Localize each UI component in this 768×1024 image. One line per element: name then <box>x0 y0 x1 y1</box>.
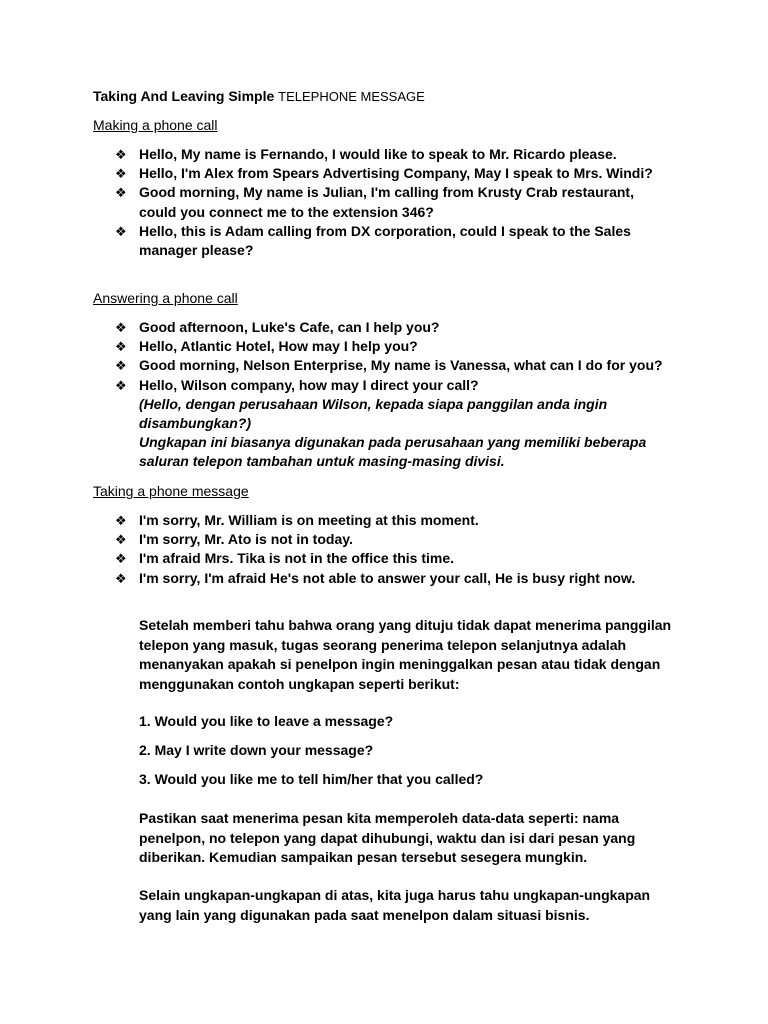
list-item: ❖ I'm sorry, I'm afraid He's not able to answer your call, He is busy right now. <box>115 569 675 588</box>
intro-paragraph: Setelah memberi tahu bahwa orang yang dituju tidak dapat menerima panggilan telepon yang masuk, tugas seorang penerima telepon selanjutnya adalah menanyakan apakah si penelpon ingin meninggalkan pesan atau tidak dengan menggunakan contoh ungkapan seperti berikut: <box>139 617 672 692</box>
diamond-bullet-icon: ❖ <box>115 532 127 548</box>
list-item: ❖ Hello, Wilson company, how may I direct your call? (Hello, dengan perusahaan Wilson, kepada siapa panggilan anda ingin disambungkan?) Ungkapan ini biasanya digunakan pada perusahaan yang memiliki beberapa saluran telepon tambahan untuk masing-masing divisi. <box>115 376 675 472</box>
title-caps: TELEPHONE MESSAGE <box>278 89 425 104</box>
diamond-bullet-icon: ❖ <box>115 513 127 528</box>
heading-answering-call: Answering a phone call <box>93 290 238 306</box>
title-bold: Taking And Leaving Simple <box>93 88 275 104</box>
list-item: ❖ Good morning, Nelson Enterprise, My name is Vanessa, what can I do for you? <box>115 356 675 375</box>
document-title <box>93 87 425 106</box>
list-item: ❖ I'm sorry, Mr. Ato is not in today. <box>115 530 675 549</box>
numbered-item-3: 3. Would you like me to tell him/her that you called? <box>139 771 484 787</box>
list-item: ❖ I'm sorry, Mr. William is on meeting at this moment. <box>115 511 675 530</box>
diamond-bullet-icon: ❖ <box>115 185 127 201</box>
taking-message-list <box>115 511 675 588</box>
numbered-item-2: 2. May I write down your message? <box>139 742 374 758</box>
list-item: ❖ Hello, this is Adam calling from DX corporation, could I speak to the Sales manager please? <box>115 222 631 259</box>
diamond-bullet-icon: ❖ <box>115 166 127 182</box>
explanation-note: Ungkapan ini biasanya digunakan pada perusahaan yang memiliki beberapa saluran telepon tambahan untuk masing-masing divisi. <box>139 434 647 470</box>
diamond-bullet-icon: ❖ <box>115 147 127 162</box>
ensure-paragraph: Pastikan saat menerima pesan kita memperoleh data-data seperti: nama penelpon, no telepon yang dapat dihubungi, waktu dan isi dari pesan yang diberikan. Kemudian sampaikan pesan tersebut sesegera mungkin. <box>139 810 636 865</box>
diamond-bullet-icon: ❖ <box>115 551 127 567</box>
heading-making-call: Making a phone call <box>93 117 218 133</box>
list-item: ❖ Hello, My name is Fernando, I would like to speak to Mr. Ricardo please. <box>115 145 675 164</box>
list-item: ❖ Hello, Atlantic Hotel, How may I help you? <box>115 337 675 356</box>
diamond-bullet-icon: ❖ <box>115 223 127 239</box>
diamond-bullet-icon: ❖ <box>115 377 127 393</box>
diamond-bullet-icon: ❖ <box>115 320 127 335</box>
diamond-bullet-icon: ❖ <box>115 339 127 355</box>
numbered-item-1: 1. Would you like to leave a message? <box>139 713 394 729</box>
diamond-bullet-icon: ❖ <box>115 358 127 374</box>
list-item: ❖ I'm afraid Mrs. Tika is not in the office this time. <box>115 549 675 568</box>
translation-note: (Hello, dengan perusahaan Wilson, kepada siapa panggilan anda ingin disambungkan?) <box>139 395 608 432</box>
list-item: ❖ Hello, I'm Alex from Spears Advertising Company, May I speak to Mrs. Windi? <box>115 164 675 183</box>
list-item: ❖ Good afternoon, Luke's Cafe, can I help you? <box>115 318 675 337</box>
making-call-list <box>115 145 675 260</box>
diamond-bullet-icon: ❖ <box>115 570 127 586</box>
answering-call-list <box>115 318 675 472</box>
list-item: ❖ Good morning, My name is Julian, I'm calling from Krusty Crab restaurant, could you connect me to the extension 346? <box>115 184 634 220</box>
heading-taking-message: Taking a phone message <box>93 483 249 499</box>
besides-paragraph: Selain ungkapan-ungkapan di atas, kita juga harus tahu ungkapan-ungkapan yang lain yang digunakan pada saat menelpon dalam situasi bisnis. <box>139 887 651 923</box>
